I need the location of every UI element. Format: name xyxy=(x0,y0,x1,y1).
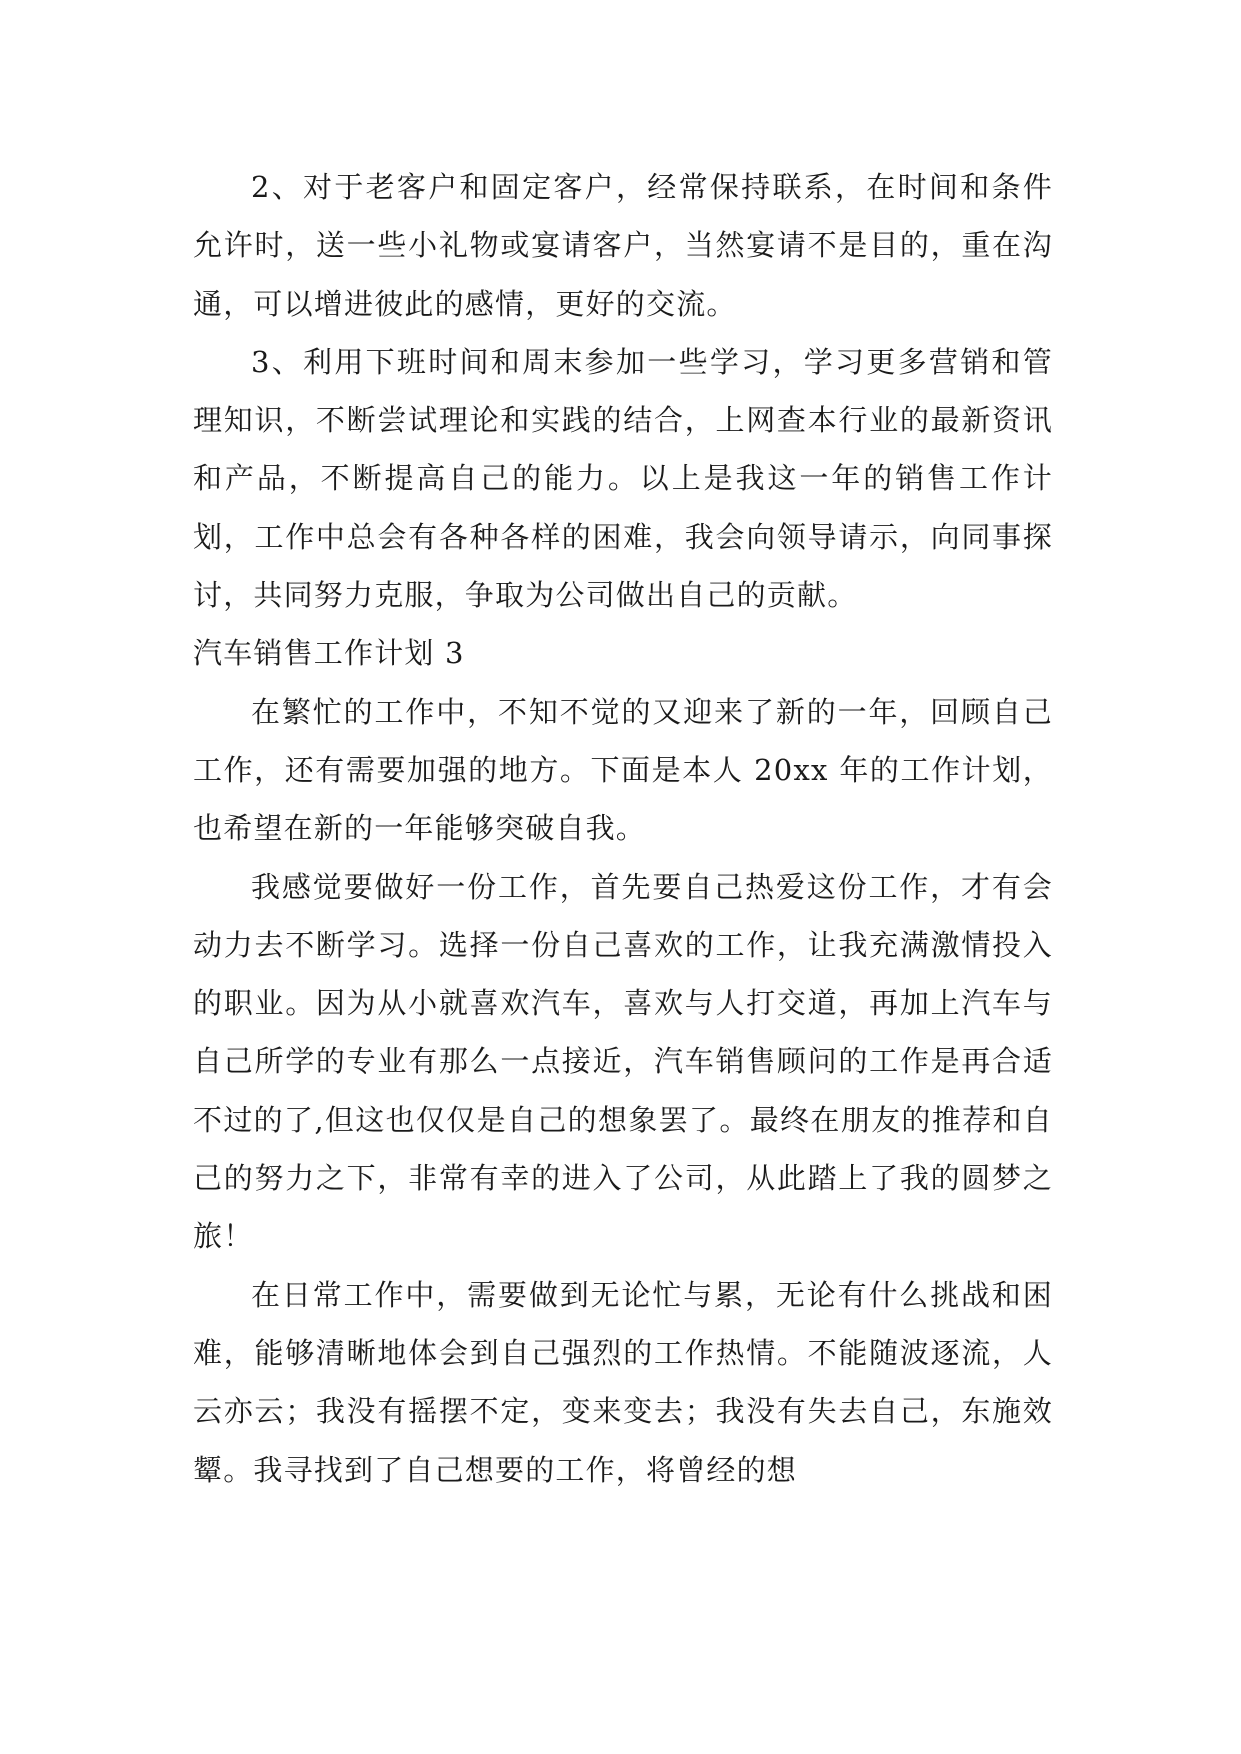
document-body xyxy=(193,158,1053,1499)
section-heading: 汽车销售工作计划 3 xyxy=(193,636,465,671)
paragraph-daily-work: 在日常工作中，需要做到无论忙与累，无论有什么挑战和困难，能够清晰地体会到自己强烈的工作热情。不能随波逐流，人云亦云；我没有摇摆不定，变来变去；我没有失去自己，东施效颦。我寻找到了自己想要的工作，将曾经的想 xyxy=(193,1277,1053,1487)
paragraph-career-choice: 我感觉要做好一份工作，首先要自己热爱这份工作，才有会动力去不断学习。选择一份自己喜欢的工作，让我充满激情投入的职业。因为从小就喜欢汽车，喜欢与人打交道，再加上汽车与自己所学的专业有那么一点接近，汽车销售顾问的工作是再合适不过的了,但这也仅仅是自己的想象罢了。最终在朋友的推荐和自己的努力之下，非常有幸的进入了公司，从此踏上了我的圆梦之旅！ xyxy=(193,869,1053,1254)
paragraph-learning-plan: 3、利用下班时间和周末参加一些学习，学习更多营销和管理知识，不断尝试理论和实践的结合，上网查本行业的最新资讯和产品，不断提高自己的能力。以上是我这一年的销售工作计划，工作中总会有各种各样的困难，我会向领导请示，向同事探讨，共同努力克服，争取为公司做出自己的贡献。 xyxy=(193,344,1053,613)
paragraph-customer-contact: 2、对于老客户和固定客户，经常保持联系，在时间和条件允许时，送一些小礼物或宴请客户，当然宴请不是目的，重在沟通，可以增进彼此的感情，更好的交流。 xyxy=(193,170,1053,321)
paragraph-new-year-intro: 在繁忙的工作中，不知不觉的又迎来了新的一年，回顾自己工作，还有需要加强的地方。下面是本人 20xx 年的工作计划，也希望在新的一年能够突破自我。 xyxy=(193,694,1053,846)
